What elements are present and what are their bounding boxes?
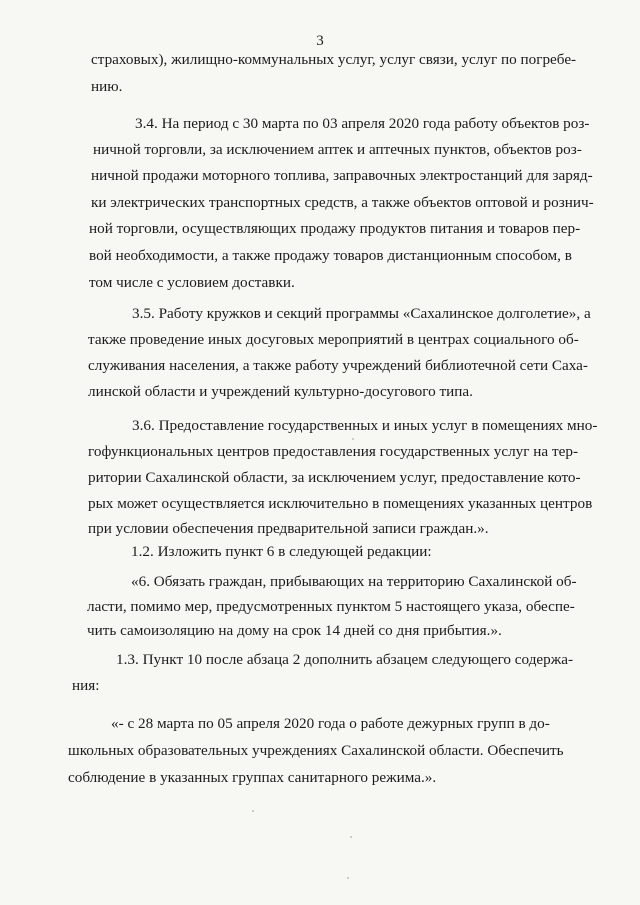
- text-line: ничной продажи моторного топлива, заправочных электростанций для заряд-: [91, 167, 593, 184]
- text-line: ритории Сахалинской области, за исключением услуг, предоставление кото-: [88, 469, 581, 486]
- text-line: нию.: [91, 78, 123, 95]
- text-line: 1.2. Изложить пункт 6 в следующей редакции:: [131, 543, 432, 560]
- scan-speck: [347, 877, 349, 879]
- text-line: том числе с условием доставки.: [89, 274, 295, 291]
- text-line: ния:: [72, 677, 100, 694]
- text-line: 3.4. На период с 30 марта по 03 апреля 2020 года работу объектов роз-: [135, 115, 590, 132]
- text-line: 3.6. Предоставление государственных и иных услуг в помещениях мно-: [132, 417, 598, 434]
- text-line: чить самоизоляцию на дому на срок 14 дней со дня прибытия.».: [87, 622, 502, 639]
- text-line: гофункциональных центров предоставления государственных услуг на тер-: [88, 443, 578, 460]
- scan-speck: [352, 438, 354, 440]
- text-line: ласти, помимо мер, предусмотренных пунктом 5 настоящего указа, обеспе-: [87, 598, 575, 615]
- text-line: вой необходимости, а также продажу товаров дистанционным способом, в: [89, 247, 572, 264]
- text-line: служивания населения, а также работу учреждений библиотечной сети Саха-: [88, 357, 588, 374]
- text-line: линской области и учреждений культурно-досугового типа.: [88, 383, 473, 400]
- text-line: ки электрических транспортных средств, а также объектов оптовой и рознич-: [91, 194, 594, 211]
- text-line: также проведение иных досуговых мероприятий в центрах социального об-: [88, 331, 579, 348]
- text-line: соблюдение в указанных группах санитарного режима.».: [68, 769, 437, 786]
- text-line: 1.3. Пункт 10 после абзаца 2 дополнить абзацем следующего содержа-: [116, 651, 574, 668]
- scan-speck: [350, 836, 352, 838]
- text-line: «- с 28 марта по 05 апреля 2020 года о работе дежурных групп в до-: [111, 715, 550, 732]
- text-line: страховых), жилищно-коммунальных услуг, услуг связи, услуг по погребе-: [91, 51, 577, 68]
- page-number: 3: [316, 33, 324, 49]
- text-line: рых может осуществляется исключительно в помещениях указанных центров: [88, 495, 593, 512]
- text-line: ничной торговли, за исключением аптек и аптечных пунктов, объектов роз-: [93, 141, 582, 158]
- text-line: школьных образовательных учреждениях Сахалинской области. Обеспечить: [68, 742, 564, 759]
- text-line: 3.5. Работу кружков и секций программы «Сахалинское долголетие», а: [132, 305, 591, 322]
- text-line: при условии обеспечения предварительной записи граждан.».: [88, 520, 489, 537]
- text-line: ной торговли, осуществляющих продажу продуктов питания и товаров пер-: [89, 220, 581, 237]
- text-line: «6. Обязать граждан, прибывающих на территорию Сахалинской об-: [131, 573, 577, 590]
- scan-speck: [252, 810, 254, 812]
